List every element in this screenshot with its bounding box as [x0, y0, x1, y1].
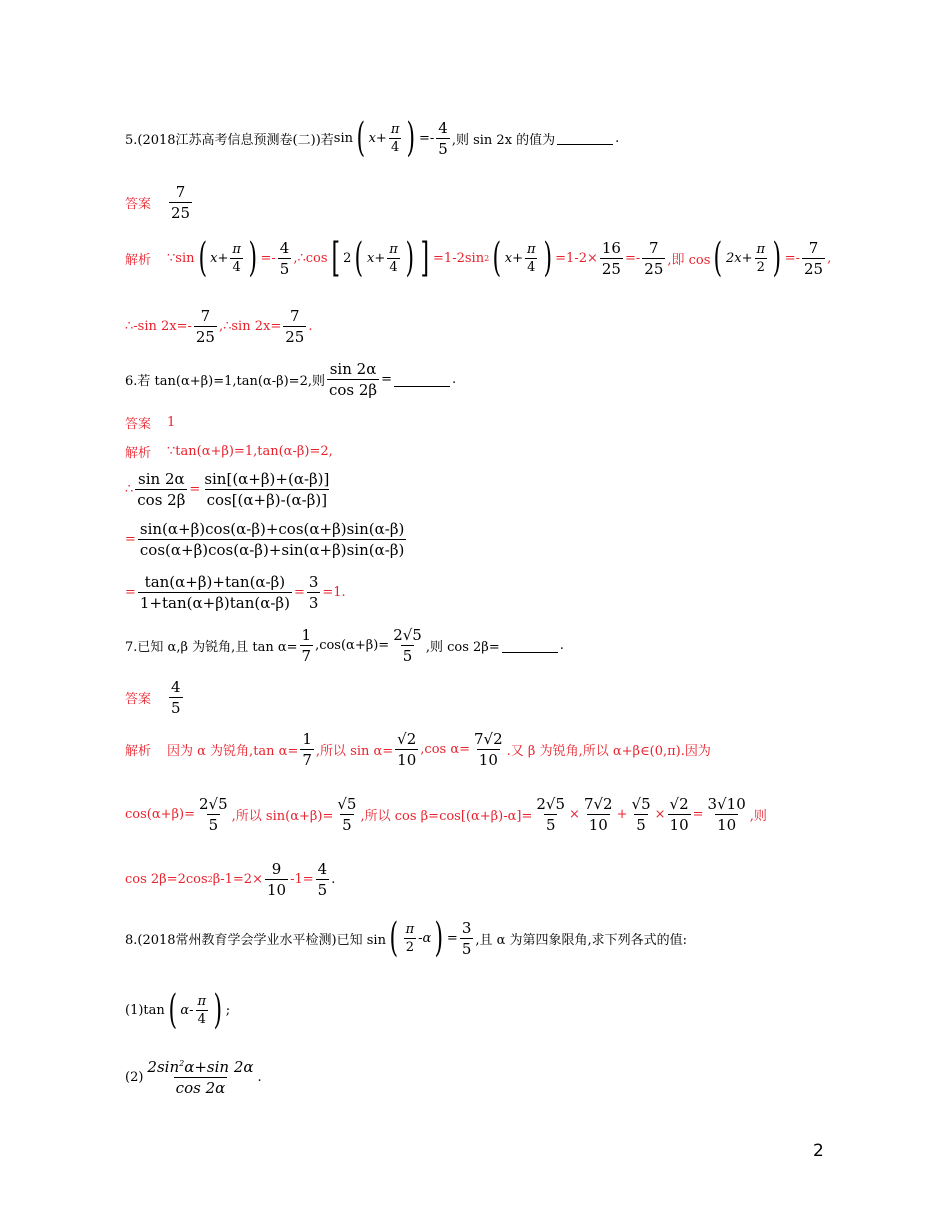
question-8-part1: (1)tan ( α- $\frac{\pi}{4}$ ) ;: [125, 987, 231, 1033]
solution-6-line3: = $\frac{\sin(\alpha+\beta)\cos(\alpha-\beta)+\cos(\alpha+\beta)\sin(\alpha-\beta)}{\cos(\alpha+\beta)\cos(\alpha-\beta)+\sin(\alpha+\beta)\sin(\alpha-\beta)}$: [125, 520, 405, 559]
question-8-part2: (2) $\frac{2\sin^2\alpha+\sin 2\alpha}{\cos 2\alpha}$ .: [125, 1058, 262, 1097]
answer-6: 答案 1: [125, 415, 176, 432]
solution-6-line1: 解析 ∵tan(α+β)=1,tan(α-β)=2,: [125, 444, 333, 461]
question-6: 6.若 tan(α+β)=1,tan(α-β)=2,则 $\frac{\sin 2\alpha}{\cos 2\beta}$ = .: [125, 360, 457, 399]
question-8: 8.(2018常州教育学会学业水平检测)已知 sin ( $\frac{\pi}{2}$ -α ) = $\frac{3}{5}$ ,且 α 为第四象限角,求下列各式的值:: [125, 915, 688, 961]
solution-7-line2: cos(α+β)= $\frac{2√5}{5}$ ,所以 sin(α+β)= $\frac{√5}{5}$ ,所以 cos β=cos[(α+β)-α]= $\frac{2√5}{5}$ × $\frac{7√2}{10}$ + $\frac{√5}{5}$ × $\frac{√2}{10}$ = $\frac{3√10}{10}$ ,则: [125, 795, 767, 834]
page-number: 2: [813, 1141, 824, 1161]
answer-5: 答案 $\frac{7}{25}$: [125, 183, 191, 222]
answer-blank: [394, 373, 450, 387]
solution-6-line4: = $\frac{\tan(\alpha+\beta)+\tan(\alpha-\beta)}{1+\tan(\alpha+\beta)\tan(\alpha-\beta)}$ = $\frac{3}{3}$ =1.: [125, 573, 346, 612]
question-7: 7.已知 α,β 为锐角,且 tan α= $\frac{1}{7}$ ,cos(α+β)= $\frac{2√5}{5}$ ,则 cos 2β= .: [125, 626, 564, 665]
solution-5-line1: 解析 ∵sin ( x+ $\frac{\pi}{4}$ ) =- $\frac{4}{5}$ ,∴cos [ 2 ( x+ $\frac{\pi}{4}$ ) ] =1-2sin 2 ( x+ $\frac{\pi}{4}$ ) =1-2× $\frac{16}{25}$ =- $\frac{7}{25}$ ,即 cos ( 2x+ $\frac{\pi}{2}$ ) =- $\frac{7}{25}$ ,: [125, 235, 832, 281]
solution-5-line2: ∴-sin 2x=- $\frac{7}{25}$ ,∴sin 2x= $\frac{7}{25}$ .: [125, 307, 313, 346]
q5-prefix: 5.(2018江苏高考信息预测卷(二))若: [125, 132, 334, 148]
answer-7: 答案 $\frac{4}{5}$: [125, 678, 181, 717]
question-5: 5.(2018江苏高考信息预测卷(二))若 sin ( x+ $\frac{\pi}{4}$ ) =- $\frac{4}{5}$ ,则 sin 2x 的值为 .: [125, 115, 620, 161]
answer-blank: [557, 131, 613, 145]
answer-blank: [502, 639, 558, 653]
solution-7-line1: 解析 因为 α 为锐角,tan α= $\frac{1}{7}$ ,所以 sin α= $\frac{√2}{10}$ ,cos α= $\frac{7√2}{10}$ .又 β 为锐角,所以 α+β∈(0,π).因为: [125, 730, 711, 769]
solution-6-line2: ∴ $\frac{\sin 2\alpha}{\cos 2\beta}$ = $\frac{\sin[(\alpha+\beta)+(\alpha-\beta)]}{\cos[(\alpha+\beta)-(\alpha-\beta)]}$: [125, 470, 330, 509]
solution-7-line3: cos 2β=2cos 2 β-1=2× $\frac{9}{10}$ -1= $\frac{4}{5}$ .: [125, 860, 336, 899]
q5-paren: ( x+ $\frac{\pi}{4}$ ): [356, 115, 416, 161]
